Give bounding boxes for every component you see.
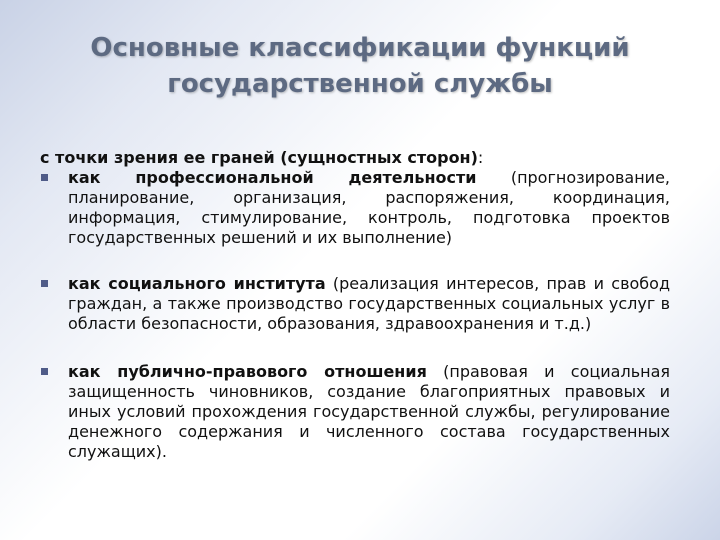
list-item-public-legal (40, 362, 670, 462)
item-text: (правовая и социальная защищенность чиновников, создание благоприятных правовых и иных условий прохождения государственной службы, регулирование денежного содержания и численного состава государственных служащих). (68, 362, 671, 461)
item-heading: как публично-правового отношения (68, 362, 427, 381)
list-item-professional (40, 168, 670, 248)
item-text: (прогнозирование, планирование, организация, распоряжения, координация, информация, стимулирование, контроль, подготовка проектов государственных решений и их выполнение) (68, 168, 670, 247)
list-item-social-institute (40, 274, 670, 334)
square-bullet-icon (41, 368, 48, 375)
item-text: (реализация интересов, прав и свобод граждан, а также производство государственных социальных услуг в области безопасности, образования, здравоохранения и т.д.) (68, 274, 670, 333)
item-heading: как социального института (68, 274, 326, 293)
title-line-2: государственной службы (167, 69, 553, 99)
square-bullet-icon (41, 174, 48, 181)
intro-line (40, 148, 670, 168)
square-bullet-icon (41, 280, 48, 287)
intro-bold: с точки зрения ее граней (сущностных сторон) (40, 148, 478, 167)
title-line-1: Основные классификации функций (90, 33, 630, 63)
intro-rest: : (477, 148, 484, 167)
item-heading: как профессиональной деятельности (68, 168, 477, 187)
slide-body (40, 148, 670, 462)
slide-title (60, 30, 660, 102)
